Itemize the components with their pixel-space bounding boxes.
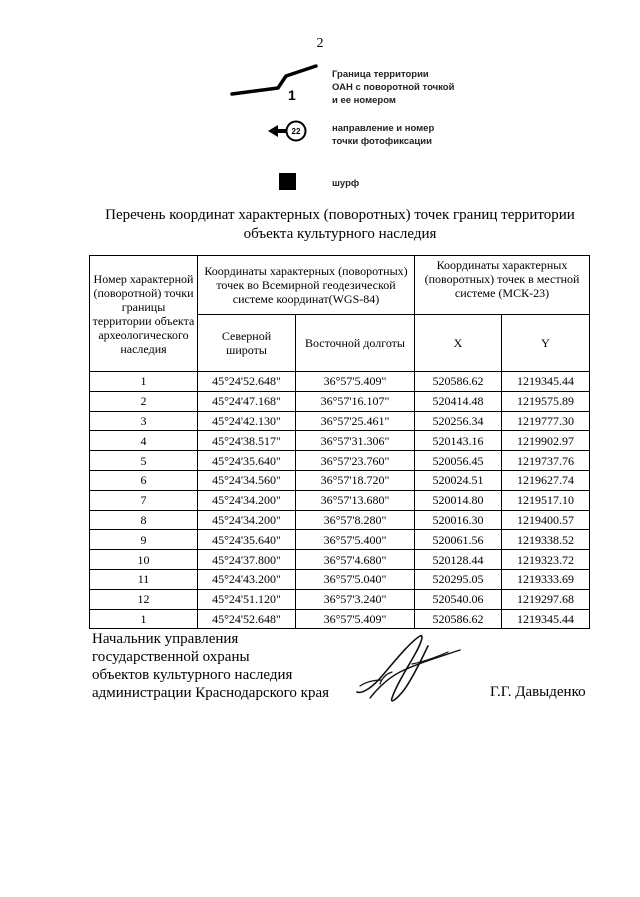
table-row bbox=[90, 490, 590, 510]
col-point-number-header: Номер характерной (поворотной) точки границы территории объекта археологического наследия bbox=[90, 256, 198, 372]
col-msk-group-header: Координаты характерных (поворотных) точек в местной системе (МСК-23) bbox=[415, 256, 590, 315]
cell-point-number: 9 bbox=[90, 530, 198, 550]
legend-pit-text: шурф bbox=[332, 178, 360, 189]
cell-y: 1219345.44 bbox=[502, 372, 590, 392]
signatory-name: Г.Г. Давыденко bbox=[490, 684, 586, 700]
table-row bbox=[90, 569, 590, 589]
cell-point-number: 7 bbox=[90, 490, 198, 510]
cell-point-number: 10 bbox=[90, 550, 198, 570]
cell-longitude: 36°57'4.680" bbox=[296, 550, 415, 570]
cell-x: 520016.30 bbox=[415, 510, 502, 530]
cell-point-number: 3 bbox=[90, 411, 198, 431]
cell-y: 1219902.97 bbox=[502, 431, 590, 451]
cell-longitude: 36°57'16.107" bbox=[296, 391, 415, 411]
photo-direction-icon bbox=[266, 119, 310, 143]
cell-latitude: 45°24'35.640" bbox=[198, 530, 296, 550]
cell-longitude: 36°57'5.040" bbox=[296, 569, 415, 589]
cell-x: 520014.80 bbox=[415, 490, 502, 510]
col-north-header: Северной широты bbox=[198, 315, 296, 372]
table-row bbox=[90, 470, 590, 490]
table-row bbox=[90, 451, 590, 471]
table-row bbox=[90, 411, 590, 431]
table-row bbox=[90, 391, 590, 411]
cell-latitude: 45°24'34.200" bbox=[198, 510, 296, 530]
pit-icon bbox=[279, 173, 296, 190]
cell-x: 520056.45 bbox=[415, 451, 502, 471]
table-row bbox=[90, 530, 590, 550]
cell-latitude: 45°24'52.648" bbox=[198, 609, 296, 629]
col-east-header: Восточной долготы bbox=[296, 315, 415, 372]
cell-y: 1219400.57 bbox=[502, 510, 590, 530]
cell-point-number: 6 bbox=[90, 470, 198, 490]
cell-y: 1219323.72 bbox=[502, 550, 590, 570]
cell-latitude: 45°24'34.200" bbox=[198, 490, 296, 510]
cell-latitude: 45°24'47.168" bbox=[198, 391, 296, 411]
cell-y: 1219338.52 bbox=[502, 530, 590, 550]
cell-point-number: 2 bbox=[90, 391, 198, 411]
cell-latitude: 45°24'37.800" bbox=[198, 550, 296, 570]
legend-photo-text: направление и номер точки фотофиксации bbox=[332, 123, 435, 147]
cell-longitude: 36°57'5.400" bbox=[296, 530, 415, 550]
table-row bbox=[90, 550, 590, 570]
cell-longitude: 36°57'3.240" bbox=[296, 589, 415, 609]
cell-x: 520128.44 bbox=[415, 550, 502, 570]
legend-boundary-text: Граница территории ОАН с поворотной точкой и ее номером bbox=[332, 69, 455, 106]
cell-latitude: 45°24'42.130" bbox=[198, 411, 296, 431]
cell-latitude: 45°24'52.648" bbox=[198, 372, 296, 392]
cell-longitude: 36°57'13.680" bbox=[296, 490, 415, 510]
table-row bbox=[90, 589, 590, 609]
handwritten-signature bbox=[352, 628, 467, 708]
cell-longitude: 36°57'18.720" bbox=[296, 470, 415, 490]
table-row bbox=[90, 609, 590, 629]
photo-point-number: 22 bbox=[291, 127, 301, 136]
cell-longitude: 36°57'31.306" bbox=[296, 431, 415, 451]
cell-latitude: 45°24'43.200" bbox=[198, 569, 296, 589]
cell-y: 1219333.69 bbox=[502, 569, 590, 589]
cell-y: 1219345.44 bbox=[502, 609, 590, 629]
cell-point-number: 12 bbox=[90, 589, 198, 609]
col-y-header: Y bbox=[502, 315, 590, 372]
cell-point-number: 8 bbox=[90, 510, 198, 530]
cell-x: 520540.06 bbox=[415, 589, 502, 609]
cell-x: 520143.16 bbox=[415, 431, 502, 451]
table-row bbox=[90, 510, 590, 530]
boundary-point-number: 1 bbox=[288, 87, 296, 102]
cell-y: 1219297.68 bbox=[502, 589, 590, 609]
cell-y: 1219575.89 bbox=[502, 391, 590, 411]
coordinates-table bbox=[89, 255, 590, 629]
boundary-line-icon bbox=[228, 64, 323, 102]
table-heading: Перечень координат характерных (поворотных) точек границ территории объекта культурного наследия bbox=[105, 207, 575, 242]
col-wgs-group-header: Координаты характерных (поворотных) точек во Всемирной геодезической системе координат(WGS-84) bbox=[198, 256, 415, 315]
cell-point-number: 4 bbox=[90, 431, 198, 451]
table-row bbox=[90, 431, 590, 451]
cell-latitude: 45°24'35.640" bbox=[198, 451, 296, 471]
cell-y: 1219777.30 bbox=[502, 411, 590, 431]
cell-point-number: 11 bbox=[90, 569, 198, 589]
cell-y: 1219517.10 bbox=[502, 490, 590, 510]
cell-x: 520061.56 bbox=[415, 530, 502, 550]
cell-latitude: 45°24'38.517" bbox=[198, 431, 296, 451]
cell-longitude: 36°57'25.461" bbox=[296, 411, 415, 431]
cell-point-number: 5 bbox=[90, 451, 198, 471]
page-number: 2 bbox=[316, 36, 324, 51]
col-x-header: X bbox=[415, 315, 502, 372]
signature-block: Начальник управления государственной охраны объектов культурного наследия администрации Краснодарского края bbox=[92, 631, 330, 701]
cell-longitude: 36°57'5.409" bbox=[296, 372, 415, 392]
cell-x: 520586.62 bbox=[415, 372, 502, 392]
cell-point-number: 1 bbox=[90, 609, 198, 629]
cell-x: 520414.48 bbox=[415, 391, 502, 411]
cell-x: 520024.51 bbox=[415, 470, 502, 490]
cell-y: 1219737.76 bbox=[502, 451, 590, 471]
cell-latitude: 45°24'51.120" bbox=[198, 589, 296, 609]
cell-point-number: 1 bbox=[90, 372, 198, 392]
cell-y: 1219627.74 bbox=[502, 470, 590, 490]
cell-x: 520295.05 bbox=[415, 569, 502, 589]
cell-longitude: 36°57'5.409" bbox=[296, 609, 415, 629]
cell-longitude: 36°57'8.280" bbox=[296, 510, 415, 530]
cell-longitude: 36°57'23.760" bbox=[296, 451, 415, 471]
table-row bbox=[90, 372, 590, 392]
cell-latitude: 45°24'34.560" bbox=[198, 470, 296, 490]
cell-x: 520256.34 bbox=[415, 411, 502, 431]
cell-x: 520586.62 bbox=[415, 609, 502, 629]
